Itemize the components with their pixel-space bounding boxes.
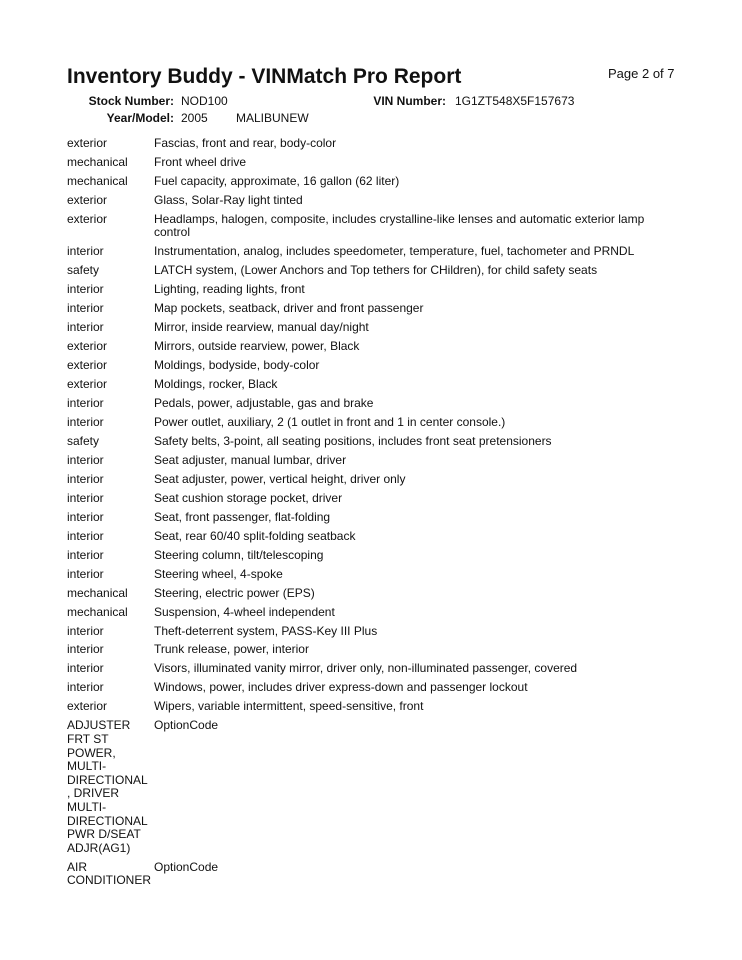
list-item [67,584,677,603]
list-item [67,717,677,858]
vin-number-label: VIN Number: [373,94,446,108]
item-category: exterior [67,357,108,372]
item-description: Headlamps, halogen, composite, includes crystalline-like lenses and automatic exterior lamp control [154,211,645,240]
item-description: OptionCode [154,718,219,733]
item-category: interior [67,244,104,259]
list-item [67,394,677,413]
list-item [67,470,677,489]
list-item [67,153,677,172]
list-item [67,191,677,210]
item-description: Mirrors, outside rearview, power, Black [154,338,360,353]
item-category: exterior [67,192,108,207]
item-category: mechanical [67,604,128,619]
item-description: Map pockets, seatback, driver and front passenger [154,301,424,316]
item-description: Steering column, tilt/telescoping [154,547,324,562]
item-category: mechanical [67,585,128,600]
item-description: Theft-deterrent system, PASS-Key III Plus [154,623,378,638]
list-item [67,489,677,508]
item-description: OptionCode [154,859,219,874]
item-description: Power outlet, auxiliary, 2 (1 outlet in front and 1 in center console.) [154,414,506,429]
item-category: mechanical [67,154,128,169]
stock-number-label: Stock Number: [88,94,174,108]
list-item [67,603,677,622]
item-category: interior [67,623,104,638]
item-description: Trunk release, power, interior [154,642,309,657]
item-category: interior [67,452,104,467]
list-item [67,299,677,318]
item-description: Steering wheel, 4-spoke [154,566,283,581]
item-description: Safety belts, 3-point, all seating positions, includes front seat pretensioners [154,433,552,448]
list-item [67,698,677,717]
list-item [67,337,677,356]
item-category: AIR CONDITIONER [67,859,151,888]
item-category: interior [67,528,104,543]
item-description: Wipers, variable intermittent, speed-sensitive, front [154,699,424,714]
list-item [67,451,677,470]
list-item [67,858,677,891]
item-description: Windows, power, includes driver express-down and passenger lockout [154,680,528,695]
item-description: Seat cushion storage pocket, driver [154,490,343,505]
item-category: interior [67,661,104,676]
year-value: 2005 [181,111,208,125]
item-category: exterior [67,338,108,353]
list-item [67,134,677,153]
item-description: LATCH system, (Lower Anchors and Top tethers for CHildren), for child safety seats [154,263,598,278]
item-description: Front wheel drive [154,154,247,169]
item-category: safety [67,433,100,448]
item-category: interior [67,282,104,297]
item-category: safety [67,263,100,278]
list-item [67,280,677,299]
item-description: Glass, Solar-Ray light tinted [154,192,303,207]
item-category: exterior [67,135,108,150]
item-description: Seat adjuster, power, vertical height, driver only [154,471,406,486]
item-category: interior [67,395,104,410]
list-item [67,210,677,243]
item-description: Lighting, reading lights, front [154,282,305,297]
item-description: Seat, front passenger, flat-folding [154,509,331,524]
item-category: interior [67,471,104,486]
item-description: Visors, illuminated vanity mirror, driver only, non-illuminated passenger, covered [154,661,578,676]
item-category: interior [67,680,104,695]
list-item [67,527,677,546]
list-item [67,641,677,660]
item-description: Fascias, front and rear, body-color [154,135,337,150]
item-description: Steering, electric power (EPS) [154,585,315,600]
item-description: Moldings, rocker, Black [154,376,278,391]
list-item [67,413,677,432]
item-category: exterior [67,376,108,391]
vin-number-value: 1G1ZT548X5F157673 [455,94,575,108]
list-item [67,356,677,375]
report-title: Inventory Buddy - VINMatch Pro Report [67,65,462,88]
item-description: Seat adjuster, manual lumbar, driver [154,452,347,467]
list-item [67,546,677,565]
item-description: Suspension, 4-wheel independent [154,604,335,619]
item-description: Moldings, bodyside, body-color [154,357,320,372]
list-item [67,375,677,394]
item-category: interior [67,509,104,524]
item-category: interior [67,301,104,316]
page-number: Page 2 of 7 [608,66,675,81]
item-category: exterior [67,699,108,714]
item-description: Seat, rear 60/40 split-folding seatback [154,528,356,543]
equipment-list [67,134,677,891]
item-category: interior [67,414,104,429]
item-category: interior [67,490,104,505]
item-category: exterior [67,211,108,226]
list-item [67,318,677,337]
item-category: mechanical [67,173,128,188]
year-model-label: Year/Model: [106,111,174,125]
item-category: interior [67,566,104,581]
list-item [67,508,677,527]
list-item [67,660,677,679]
stock-number-value: NOD100 [181,94,228,108]
item-category: interior [67,320,104,334]
list-item [67,261,677,280]
list-item [67,565,677,584]
item-description: Pedals, power, adjustable, gas and brake [154,395,374,410]
item-description: Instrumentation, analog, includes speedometer, temperature, fuel, tachometer and PRNDL [154,244,635,259]
list-item [67,679,677,698]
item-category: interior [67,547,104,562]
item-category: interior [67,642,104,657]
list-item [67,432,677,451]
item-category: ADJUSTER FRT ST POWER, MULTI- DIRECTIONAL , DRIVER MULTI- DIRECTIONAL PWR D/SEAT ADJR(AG1) [67,718,148,855]
item-description: Fuel capacity, approximate, 16 gallon (62 liter) [154,173,400,188]
item-description: Mirror, inside rearview, manual day/night [154,320,369,334]
list-item [67,242,677,261]
list-item [67,172,677,191]
list-item [67,622,677,641]
model-value: MALIBUNEW [236,111,309,125]
